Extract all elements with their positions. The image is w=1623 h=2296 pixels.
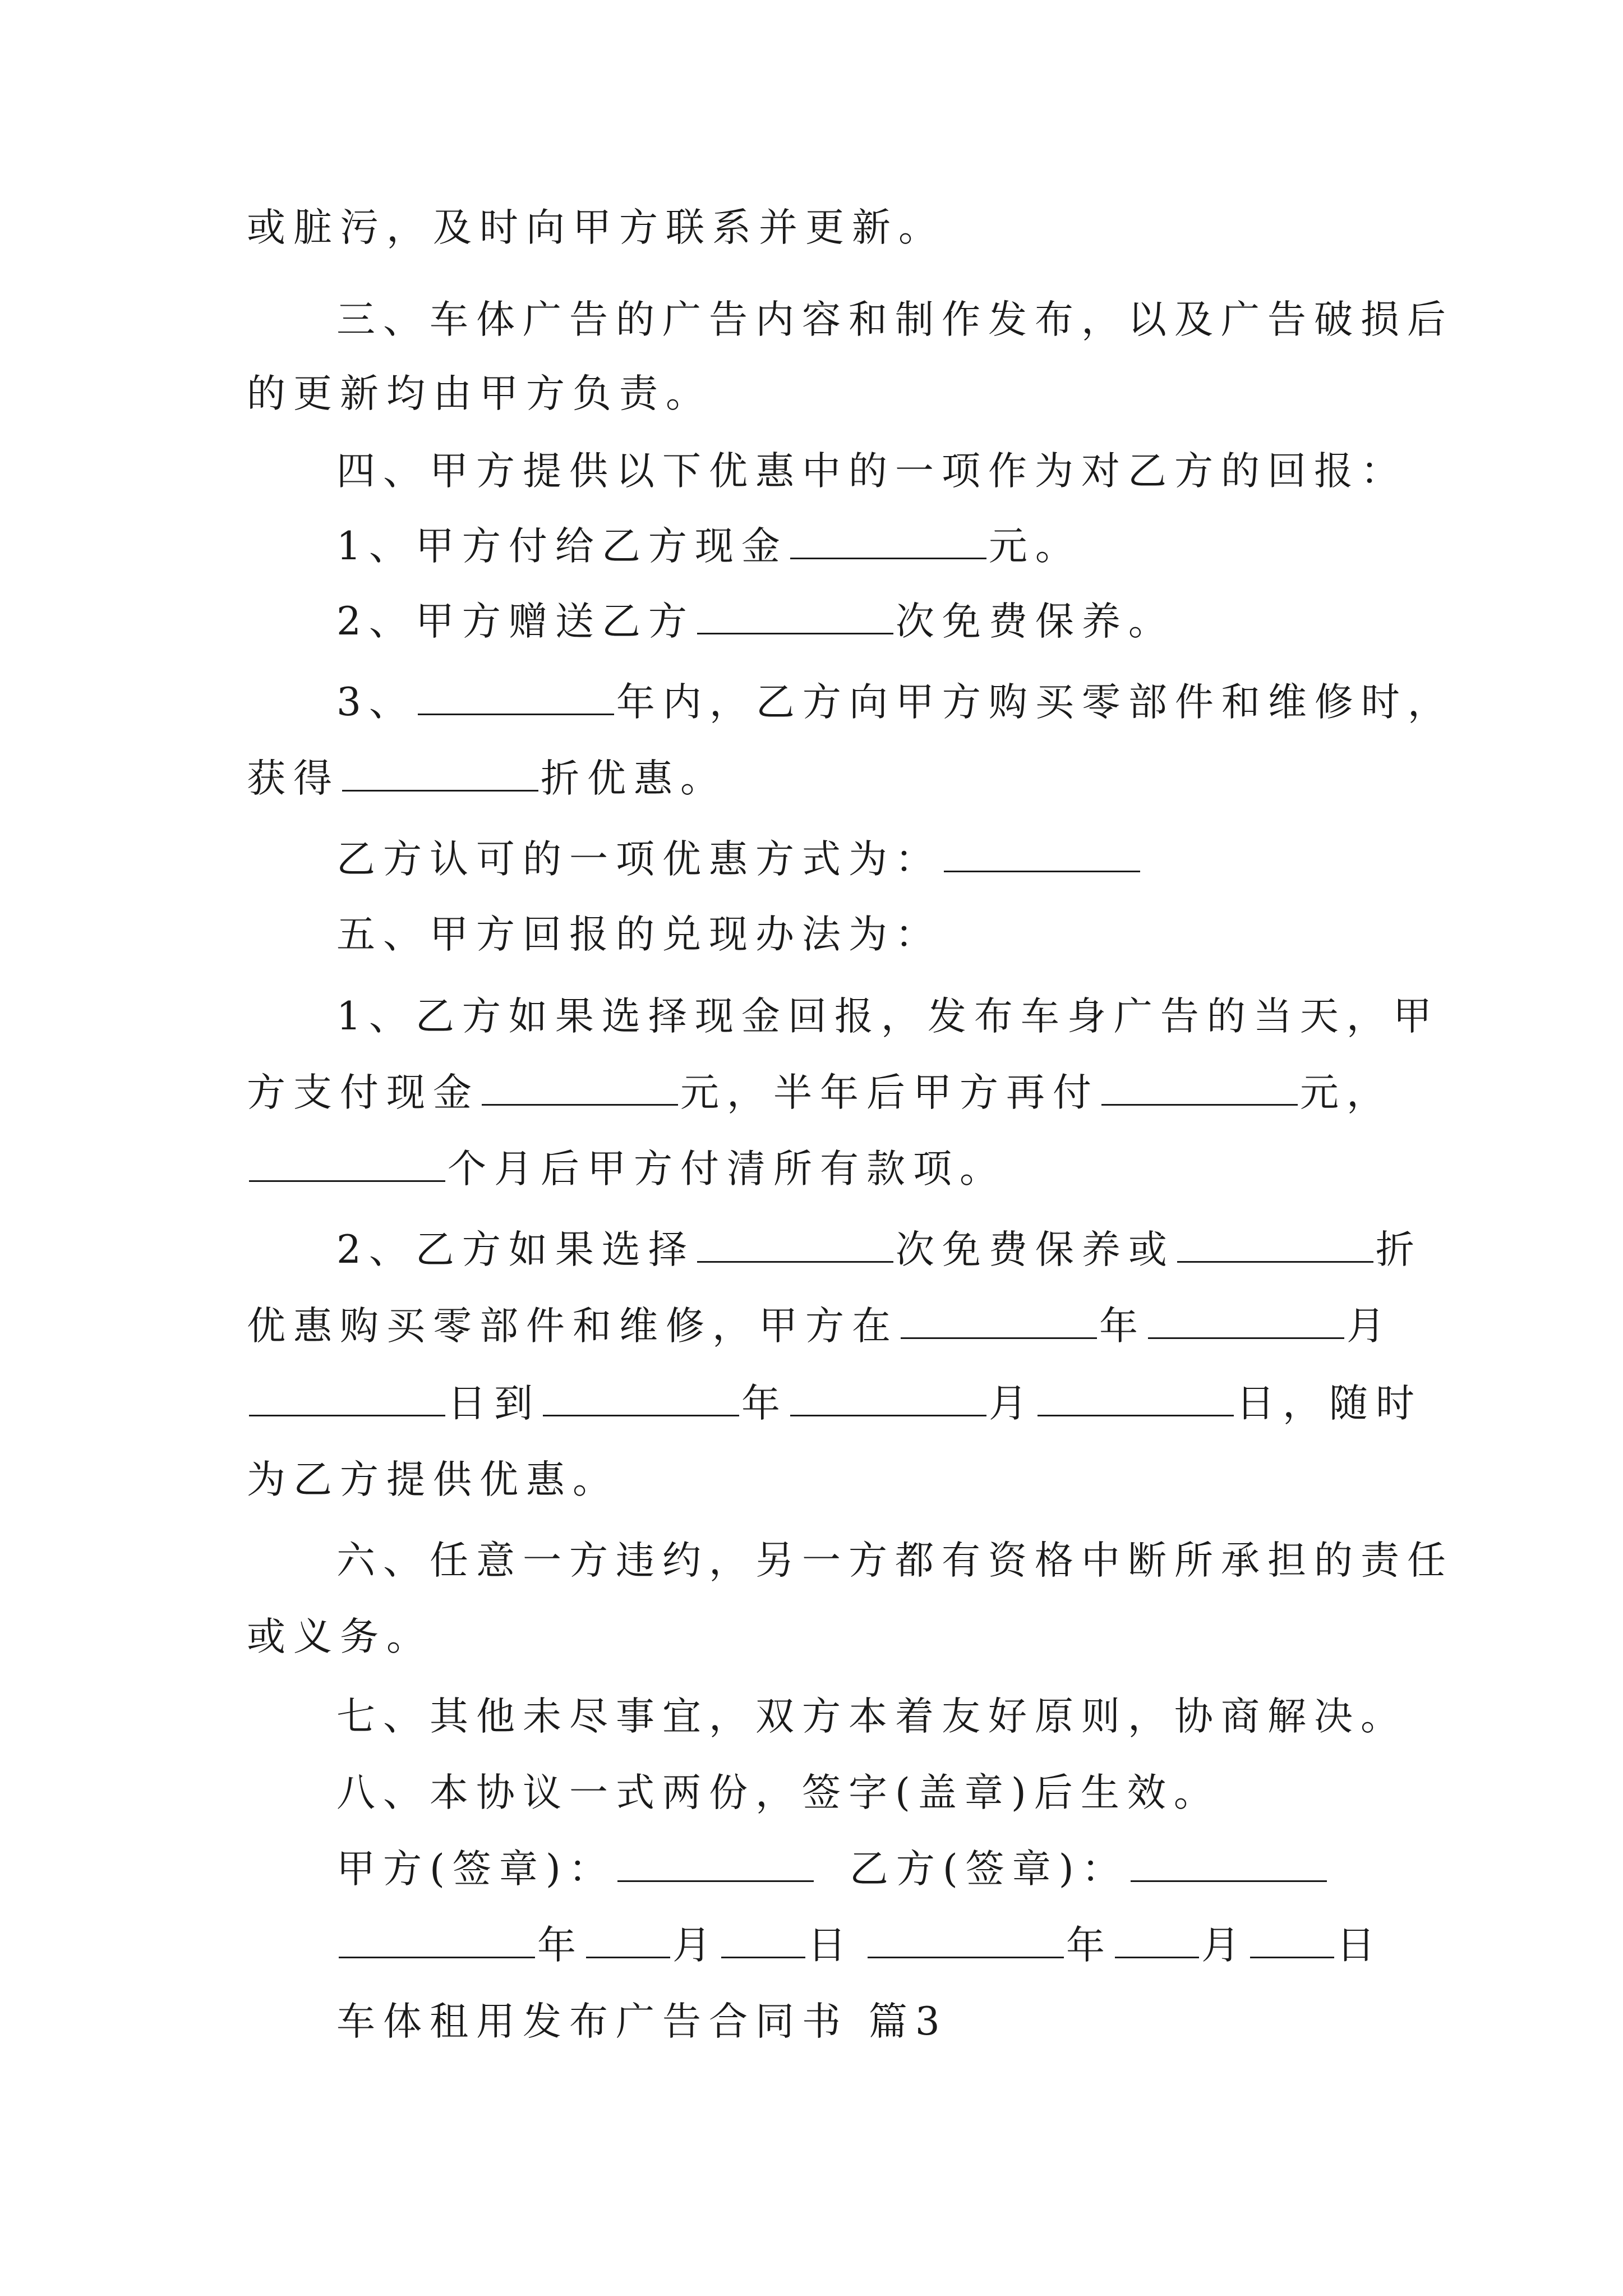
section-heading: 车体租用发布广告合同书 篇3	[336, 1999, 948, 2044]
fill-blank[interactable]	[1101, 1073, 1298, 1106]
fill-blank[interactable]	[342, 758, 538, 792]
paragraph-line: 个月后甲方付清所有款项。	[247, 1141, 1006, 1197]
signature-line: 甲方(签章)： 乙方(签章)：	[336, 1841, 1329, 1897]
fill-blank[interactable]	[1148, 1306, 1344, 1339]
fill-blank[interactable]	[944, 839, 1140, 872]
party-a-signature-blank[interactable]	[617, 1849, 814, 1882]
clause-six: 六、任意一方违约，另一方都有资格中断所承担的责任	[336, 1538, 1454, 1583]
date-line: 年 月 日 年 月 日	[336, 1917, 1383, 1973]
fill-blank[interactable]	[901, 1306, 1097, 1339]
paragraph-line: 为乙方提供优惠。	[247, 1457, 619, 1502]
fill-blank[interactable]	[1115, 1925, 1199, 1958]
fill-blank[interactable]	[1177, 1230, 1373, 1263]
fill-blank[interactable]	[249, 1383, 445, 1416]
fill-blank[interactable]	[249, 1149, 445, 1182]
paragraph-line: 获得 折优惠。	[247, 756, 727, 801]
fill-blank[interactable]	[790, 526, 986, 559]
clause-eight: 八、本协议一式两份，签字(盖章)后生效。	[336, 1770, 1220, 1815]
fill-blank[interactable]	[543, 1383, 739, 1416]
fill-blank[interactable]	[418, 682, 614, 715]
fill-blank[interactable]	[1038, 1383, 1234, 1416]
chosen-offer-line: 乙方认可的一项优惠方式为：	[336, 831, 1142, 887]
clause-five-item-1: 1、乙方如果选择现金回报，发布车身广告的当天，甲	[336, 994, 1440, 1039]
clause-four-item-1: 1、甲方付给乙方现金 元。	[336, 524, 1082, 569]
clause-seven: 七、其他未尽事宜，双方本着友好原则，协商解决。	[336, 1694, 1407, 1739]
fill-blank[interactable]	[1250, 1925, 1334, 1958]
fill-blank[interactable]	[339, 1925, 535, 1958]
party-b-signature-blank[interactable]	[1131, 1849, 1327, 1882]
paragraph-line: 优惠购买零部件和维修，甲方在 年 月	[247, 1304, 1393, 1349]
fill-blank[interactable]	[868, 1925, 1064, 1958]
clause-five: 五、甲方回报的兑现办法为：	[336, 912, 942, 957]
paragraph-line: 方支付现金 元，半年后甲方再付 元，	[247, 1070, 1393, 1115]
clause-three: 三、车体广告的广告内容和制作发布，以及广告破损后	[336, 297, 1454, 342]
fill-blank[interactable]	[697, 1230, 893, 1263]
clause-four: 四、甲方提供以下优惠中的一项作为对乙方的回报：	[336, 449, 1407, 494]
clause-five-item-2: 2、乙方如果选择 次免费保养或 折	[336, 1227, 1422, 1272]
clause-four-item-3: 3、 年内，乙方向甲方购买零部件和维修时，	[336, 680, 1454, 725]
paragraph-line: 或脏污，及时向甲方联系并更新。	[247, 205, 945, 250]
fill-blank[interactable]	[721, 1925, 805, 1958]
paragraph-line: 日到 年 月 日，随时	[247, 1375, 1422, 1432]
paragraph-line: 或义务。	[247, 1614, 433, 1659]
fill-blank[interactable]	[586, 1925, 670, 1958]
fill-blank[interactable]	[482, 1073, 678, 1106]
fill-blank[interactable]	[697, 601, 893, 634]
fill-blank[interactable]	[790, 1383, 986, 1416]
clause-four-item-2: 2、甲方赠送乙方 次免费保养。	[336, 599, 1175, 644]
paragraph-line: 的更新均由甲方负责。	[247, 371, 712, 416]
